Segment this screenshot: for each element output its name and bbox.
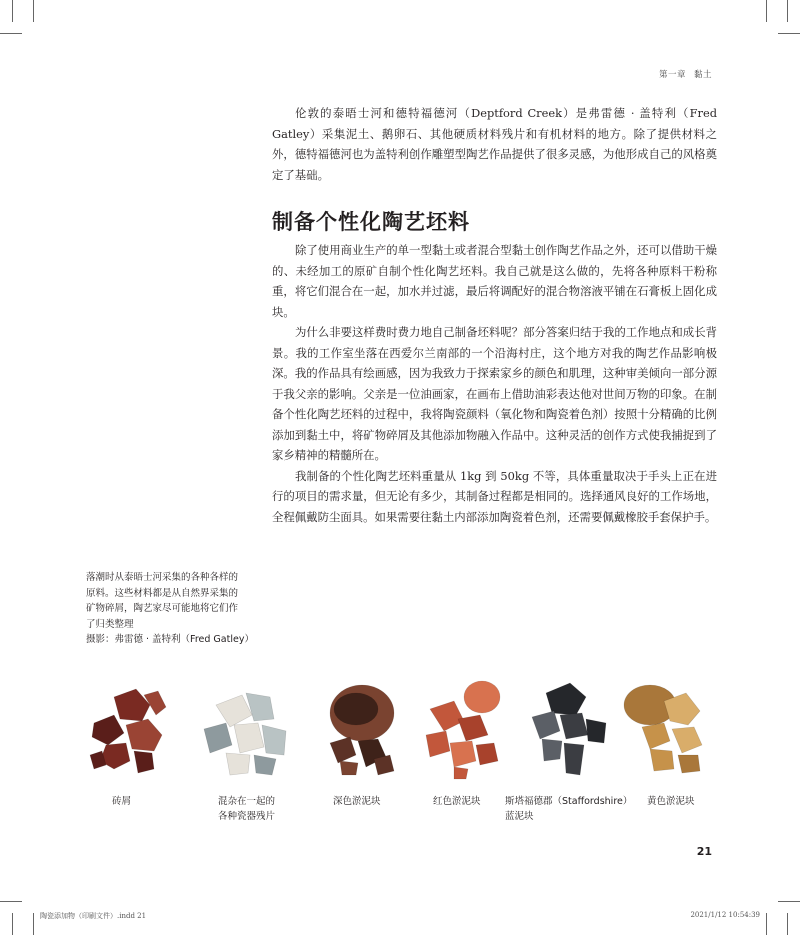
crop-mark: [0, 33, 22, 34]
specimen-label-line: 红色淤泥块: [433, 796, 481, 807]
specimen-fragment: [334, 693, 378, 725]
caption-line: 了归类整理: [86, 618, 134, 630]
specimen-fragment: [672, 727, 702, 753]
running-head: [659, 68, 712, 80]
specimen-fragment: [234, 723, 264, 753]
specimen-fragment: [542, 739, 562, 761]
photo-caption: [86, 570, 266, 648]
specimen-label-line: 深色淤泥块: [333, 796, 381, 807]
crop-mark: [766, 913, 767, 935]
specimen-label: [505, 794, 632, 824]
specimen-fragment: [114, 689, 150, 721]
specimen-fragment: [430, 701, 464, 731]
specimen-fragment: [254, 755, 276, 775]
intro-block: [272, 103, 717, 185]
crop-mark: [778, 901, 800, 902]
specimen-label-line: 砖屑: [112, 796, 132, 807]
crop-mark: [33, 0, 34, 22]
specimen-fragment: [560, 713, 588, 739]
specimen-label-line: 蓝泥块: [505, 811, 534, 822]
specimen-fragment: [126, 719, 162, 751]
porcelain-shards-image: [196, 675, 296, 780]
print-slug-timestamp: 2021/1/12 10:54:39: [690, 911, 760, 919]
caption-line: 矿物碎屑，陶艺家尽可能地将它们作: [86, 603, 239, 614]
yellow-silt-image: [620, 675, 715, 780]
caption-credit: 摄影：弗雷德 · 盖特利（Fred Gatley）: [86, 634, 254, 645]
specimen-fragment: [464, 681, 500, 713]
specimen-fragment: [458, 715, 488, 741]
section-paragraph: 我制备的个性化陶艺坯料重量从 1kg 到 50kg 不等，具体重量取决于手头上正在进行的项目的需求量，但无论有多少，其制备过程都是相同的。选择通风良好的工作场地，全程佩戴防尘面具。如果需要往黏土内部添加陶瓷着色剂，还需要佩戴橡胶手套保护手。: [272, 468, 717, 524]
specimen-fragment: [92, 715, 124, 745]
section-paragraph: 除了使用商业生产的单一型黏土或者混合型黏土创作陶艺作品之外，还可以借助干燥的、未经加工的原矿自制个性化陶艺坯料。我自己就是这么做的，先将各种原料干粉称重，将它们混合在一起，加水并过滤，最后将调配好的混合物溶液平铺在石膏板上固化成块。: [272, 243, 717, 319]
specimen-photo-row: [0, 675, 800, 785]
specimen-fragment: [340, 761, 358, 775]
dark-silt-image: [316, 675, 406, 780]
brick-fragments-image: [84, 675, 174, 780]
specimen-fragment: [586, 719, 606, 743]
specimen-label: [112, 794, 131, 809]
specimen-fragment: [678, 755, 700, 773]
crop-mark: [12, 913, 13, 935]
specimen-fragment: [426, 731, 450, 757]
specimen-fragment: [262, 725, 286, 755]
specimen-label: [647, 794, 695, 809]
specimen-label: [433, 794, 481, 809]
section-heading-block: [272, 206, 717, 236]
specimen-label-line: 斯塔福德郡（Staffordshire）: [505, 796, 633, 807]
specimen-label-line: 黄色淤泥块: [647, 796, 695, 807]
specimen-label: [333, 794, 381, 809]
specimen-fragment: [226, 753, 250, 775]
specimen-fragment: [134, 751, 154, 773]
caption-line: 落潮时从泰晤士河采集的各种各样的: [86, 572, 239, 583]
section-heading: 制备个性化陶艺坯料: [272, 210, 470, 234]
specimen-fragment: [564, 743, 584, 775]
intro-paragraph: 伦敦的泰晤士河和德特福德河（Deptford Creek）是弗雷德 · 盖特利（Fred Gatley）采集泥土、鹅卵石、其他硬质材料残片和有机材料的地方。除了提供材料之外，德特福德河也为盖特利创作雕塑型陶艺作品提供了很多灵感，为他形成自己的风格奠定了基础。: [272, 106, 717, 182]
specimen-fragment: [454, 767, 468, 779]
crop-mark: [33, 913, 34, 935]
specimen-fragment: [204, 723, 232, 753]
specimen-label: [218, 794, 275, 824]
specimen-fragment: [532, 711, 560, 739]
caption-line: 原料。这些材料都是从自然界采集的: [86, 587, 239, 599]
running-head-title: 黏土: [693, 70, 712, 80]
specimen-fragment: [642, 723, 670, 749]
running-head-chapter: 第一章: [658, 70, 686, 80]
section-paragraph: 为什么非要这样费时费力地自己制备坯料呢？部分答案归结于我的工作地点和成长背景。我的工作室坐落在西爱尔兰南部的一个沿海村庄，这个地方对我的陶艺作品影响极深。我的作品具有绘画感，因为我致力于探索家乡的颜色和肌理，这种审美倾向一部分源于我父亲的影响。父亲是一位油画家，在画布上借助油彩表达他对世间万物的印象。在制备个性化陶艺坯料的过程中，我将陶瓷颜料（氧化物和陶瓷着色剂）按照十分精确的比例添加到黏土中，将矿物碎屑及其他添加物融入作品中。这种灵活的创作方式使我捕捉到了家乡精神的精髓所在。: [272, 325, 717, 462]
specimen-label-line: 混杂在一起的: [218, 796, 276, 807]
specimen-fragment: [546, 683, 586, 715]
page-number: 21: [696, 845, 712, 858]
specimen-fragment: [476, 743, 498, 765]
staffordshire-blue-clay-image: [526, 675, 616, 780]
crop-mark: [0, 901, 22, 902]
specimen-fragment: [650, 749, 674, 771]
specimen-fragment: [246, 693, 274, 721]
specimen-label-line: 各种瓷器残片: [218, 811, 276, 822]
section-body: [272, 240, 717, 527]
crop-mark: [12, 0, 13, 22]
specimen-fragment: [216, 695, 252, 727]
crop-mark: [778, 33, 800, 34]
crop-mark: [787, 0, 788, 22]
crop-mark: [787, 913, 788, 935]
crop-mark: [766, 0, 767, 22]
specimen-fragment: [450, 741, 476, 767]
print-slug-file: 陶瓷添加物（印刷文件）.indd 21: [40, 912, 147, 920]
specimen-fragment: [330, 737, 356, 763]
red-silt-image: [418, 675, 508, 780]
specimen-fragment: [374, 755, 394, 775]
